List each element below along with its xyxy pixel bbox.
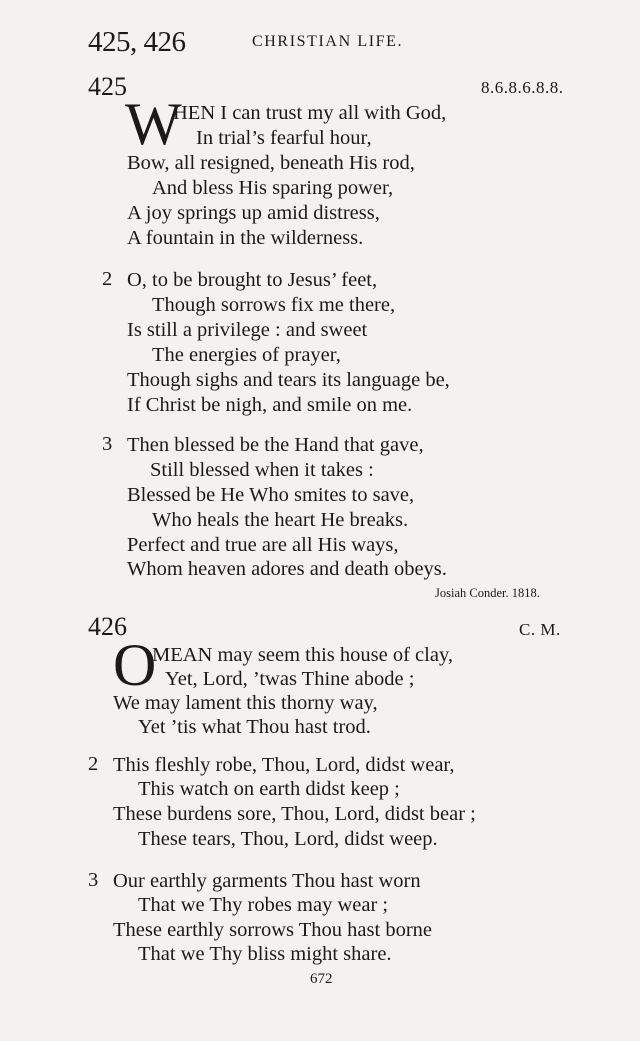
verse-line: O, to be brought to Jesus’ feet, bbox=[127, 269, 378, 291]
verse-line: And bless His sparing power, bbox=[152, 177, 394, 199]
drop-cap-426: O bbox=[113, 632, 157, 698]
verse-line: Then blessed be the Hand that gave, bbox=[127, 434, 424, 456]
hymn-number-425: 425 bbox=[88, 72, 127, 101]
verse-line: Still blessed when it takes : bbox=[150, 459, 374, 481]
hymn-number-426: 426 bbox=[88, 612, 127, 641]
verse-line: Whom heaven adores and death obeys. bbox=[127, 558, 447, 580]
verse-line: Our earthly garments Thou hast worn bbox=[113, 870, 421, 892]
verse-line: If Christ be nigh, and smile on me. bbox=[127, 394, 413, 416]
verse-line: That we Thy bliss might share. bbox=[138, 943, 392, 965]
verse-line: Yet ’tis what Thou hast trod. bbox=[138, 716, 371, 738]
verse-line: Yet, Lord, ’twas Thine abode ; bbox=[165, 668, 415, 690]
verse-line: HEN I can trust my all with God, bbox=[173, 102, 447, 124]
verse-line: Bow, all resigned, beneath His rod, bbox=[127, 152, 415, 174]
header-section-title: CHRISTIAN LIFE. bbox=[252, 33, 404, 50]
hymn-meter-425: 8.6.8.6.8.8. bbox=[481, 78, 564, 97]
verse-line: In trial’s fearful hour, bbox=[196, 127, 372, 149]
verse-line: Who heals the heart He breaks. bbox=[152, 509, 409, 531]
verse-line: MEAN may seem this house of clay, bbox=[152, 644, 453, 666]
verse-number: 2 bbox=[102, 268, 113, 290]
verse-line: Though sorrows fix me there, bbox=[152, 294, 396, 316]
verse-line: These tears, Thou, Lord, didst weep. bbox=[138, 828, 438, 850]
verse-line: Is still a privilege : and sweet bbox=[127, 319, 368, 341]
verse-line: That we Thy robes may wear ; bbox=[138, 894, 389, 916]
verse-line: The energies of prayer, bbox=[152, 344, 341, 366]
verse-number: 2 bbox=[88, 753, 99, 775]
page-number: 672 bbox=[310, 971, 333, 987]
verse-number: 3 bbox=[102, 433, 113, 455]
header-hymn-range: 425, 426 bbox=[88, 26, 186, 58]
verse-line: These burdens sore, Thou, Lord, didst bear ; bbox=[113, 803, 476, 825]
verse-line: Blessed be He Who smites to save, bbox=[127, 484, 415, 506]
drop-cap-425: W bbox=[125, 91, 182, 157]
verse-line: This fleshly robe, Thou, Lord, didst wear, bbox=[113, 754, 455, 776]
verse-line: We may lament this thorny way, bbox=[113, 692, 378, 714]
hymn-attribution: Josiah Conder. 1818. bbox=[435, 586, 540, 600]
verse-line: A fountain in the wilderness. bbox=[127, 227, 364, 249]
verse-line: This watch on earth didst keep ; bbox=[138, 778, 400, 800]
verse-line: These earthly sorrows Thou hast borne bbox=[113, 919, 433, 941]
verse-line: Perfect and true are all His ways, bbox=[127, 534, 399, 556]
verse-line: A joy springs up amid distress, bbox=[127, 202, 380, 224]
hymn-meter-426: C. M. bbox=[519, 620, 561, 639]
verse-number: 3 bbox=[88, 869, 99, 891]
verse-line: Though sighs and tears its language be, bbox=[127, 369, 450, 391]
